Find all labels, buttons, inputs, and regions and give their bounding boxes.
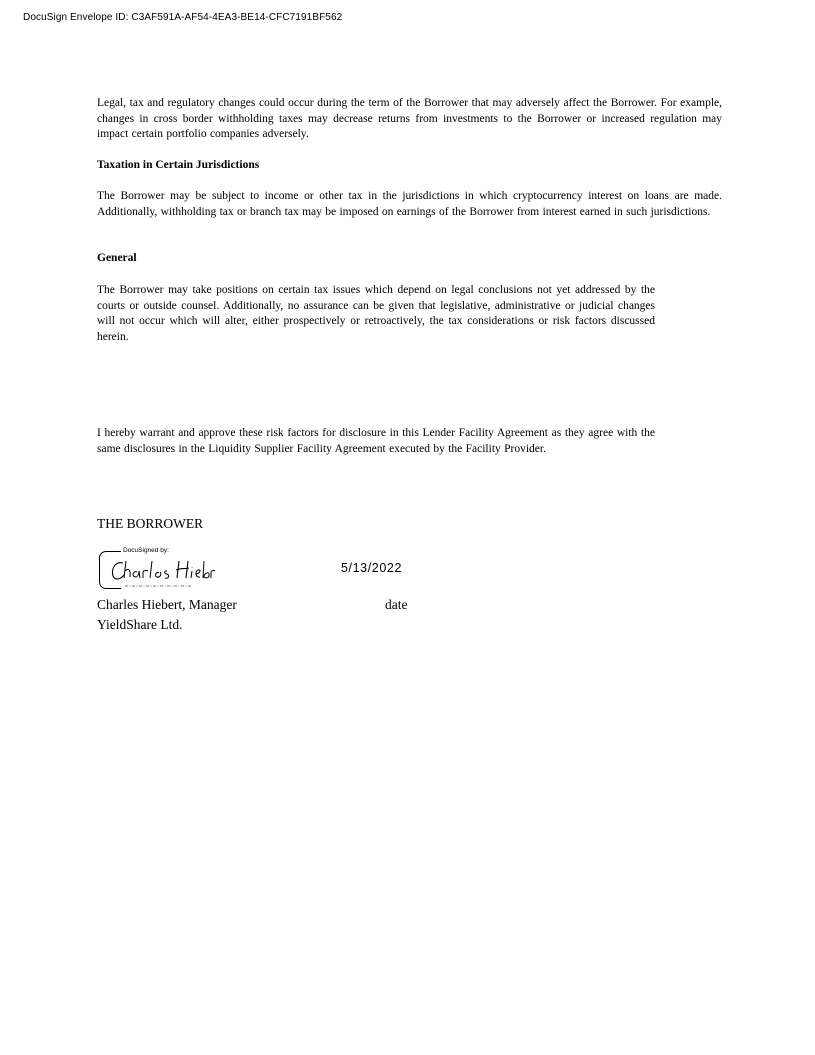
- date-label: date: [385, 597, 408, 612]
- taxation-heading: Taxation in Certain Jurisdictions: [97, 159, 260, 171]
- company-name: YieldShare Ltd.: [97, 617, 183, 632]
- taxation-paragraph: The Borrower may be subject to income or other tax in the jurisdictions in which cryptocurrency interest on loans are made. Additionally, withholding tax or branch tax may be imposed on earnings of the Borrower from interest earned in such jurisdictions.: [97, 190, 722, 218]
- signer-name: Charles Hiebert, Manager: [97, 597, 237, 612]
- warrant-paragraph: I hereby warrant and approve these risk factors for disclosure in this Lender Facility Agreement as they agree with the same disclosures in the Liquidity Supplier Facility Agreement executed by the Facility Provider.: [97, 427, 655, 455]
- general-paragraph: The Borrower may take positions on certain tax issues which depend on legal conclusions not yet addressed by the courts or outside counsel. Additionally, no assurance can be given that legislative, administrative or judicial changes will not occur which will alter, either prospectively or retroactively, the tax considerations or risk factors discussed herein.: [97, 284, 655, 343]
- docusigned-caption: DocuSigned by:: [123, 547, 169, 554]
- docusign-signature-block: [99, 547, 217, 589]
- signed-date: 5/13/2022: [341, 561, 403, 575]
- docusign-envelope-id: DocuSign Envelope ID: C3AF591A-AF54-4EA3-BE14-CFC7191BF562: [23, 12, 343, 23]
- party-label: THE BORROWER: [97, 516, 204, 531]
- handwritten-signature-icon: [109, 557, 217, 583]
- signature-id-mark: [121, 583, 195, 589]
- regulatory-paragraph: Legal, tax and regulatory changes could occur during the term of the Borrower that may adversely affect the Borrower. For example, changes in cross border withholding taxes may decrease returns from investments to the Borrower or increased regulation may impact certain portfolio companies adversely.: [97, 97, 722, 140]
- general-heading: General: [97, 252, 137, 264]
